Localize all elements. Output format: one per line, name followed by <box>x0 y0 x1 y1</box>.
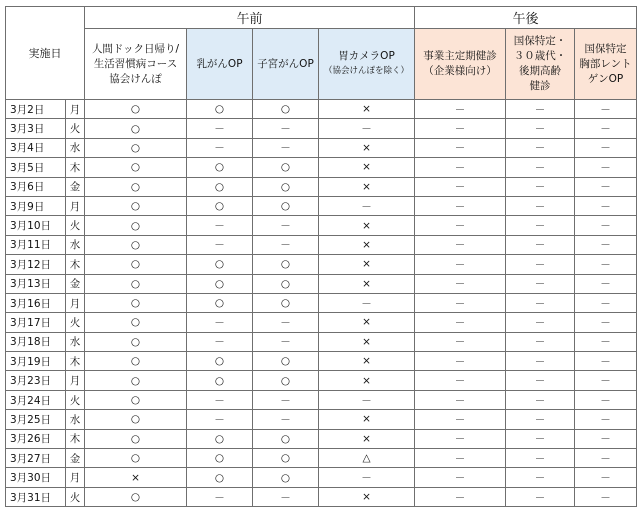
availability-cell: － <box>415 235 506 254</box>
availability-cell: － <box>415 371 506 390</box>
availability-cell: ○ <box>253 274 319 293</box>
availability-cell: × <box>319 429 415 448</box>
table-row <box>6 293 637 312</box>
availability-cell: － <box>253 313 319 332</box>
availability-cell: － <box>187 235 253 254</box>
availability-cell: × <box>319 410 415 429</box>
table-row <box>6 332 637 351</box>
table-row <box>6 216 637 235</box>
availability-cell: ○ <box>85 332 187 351</box>
availability-cell: － <box>575 429 637 448</box>
availability-cell: － <box>506 138 575 157</box>
column-header-line: 子宮がんOP <box>257 57 314 70</box>
availability-cell: ○ <box>187 352 253 371</box>
availability-cell: ○ <box>85 293 187 312</box>
availability-cell: － <box>415 352 506 371</box>
availability-cell: ○ <box>85 216 187 235</box>
column-header-line: ３０歳代・ <box>513 50 567 62</box>
availability-cell: × <box>319 235 415 254</box>
column-header-line: 生活習慣病コース <box>93 57 178 70</box>
availability-cell: ○ <box>253 293 319 312</box>
availability-cell: － <box>415 196 506 215</box>
weekday-cell: 月 <box>66 468 85 487</box>
availability-cell: － <box>506 449 575 468</box>
availability-cell: － <box>506 293 575 312</box>
availability-cell: － <box>575 100 637 119</box>
schedule-table <box>5 6 637 507</box>
date-cell: 3月13日 <box>6 274 66 293</box>
availability-cell: × <box>85 468 187 487</box>
availability-cell: － <box>506 255 575 274</box>
table-row <box>6 390 637 409</box>
availability-cell: ○ <box>85 410 187 429</box>
date-cell: 3月11日 <box>6 235 66 254</box>
availability-cell: － <box>319 468 415 487</box>
availability-cell: ○ <box>253 196 319 215</box>
availability-cell: ○ <box>253 158 319 177</box>
availability-cell: － <box>415 274 506 293</box>
table-row <box>6 352 637 371</box>
availability-cell: － <box>506 216 575 235</box>
column-header-1 <box>85 29 187 100</box>
availability-cell: － <box>253 216 319 235</box>
date-cell: 3月24日 <box>6 390 66 409</box>
availability-cell: － <box>415 293 506 312</box>
availability-cell: ○ <box>253 352 319 371</box>
availability-cell: － <box>575 371 637 390</box>
availability-cell: － <box>415 138 506 157</box>
availability-cell: － <box>187 332 253 351</box>
availability-cell: ○ <box>253 177 319 196</box>
availability-cell: × <box>319 352 415 371</box>
table-row <box>6 449 637 468</box>
table-row <box>6 255 637 274</box>
availability-cell: － <box>319 293 415 312</box>
column-header-5 <box>415 29 506 100</box>
availability-cell: － <box>506 158 575 177</box>
table-row <box>6 487 637 506</box>
date-cell: 3月2日 <box>6 100 66 119</box>
weekday-cell: 月 <box>66 100 85 119</box>
availability-cell: － <box>575 235 637 254</box>
weekday-cell: 月 <box>66 371 85 390</box>
availability-cell: － <box>319 390 415 409</box>
availability-cell: － <box>506 313 575 332</box>
availability-cell: － <box>506 100 575 119</box>
column-header-line: 協会けんぽ <box>109 72 162 85</box>
availability-cell: － <box>575 313 637 332</box>
availability-cell: － <box>253 235 319 254</box>
availability-cell: － <box>415 255 506 274</box>
table-row <box>6 371 637 390</box>
table-row <box>6 410 637 429</box>
weekday-cell: 金 <box>66 274 85 293</box>
column-header-line: 乳がんOP <box>196 57 243 70</box>
availability-cell: － <box>415 158 506 177</box>
availability-cell: ○ <box>187 177 253 196</box>
availability-cell: － <box>575 352 637 371</box>
column-header-3 <box>253 29 319 100</box>
column-header-line: 胃カメラOP <box>338 50 395 62</box>
weekday-cell: 木 <box>66 429 85 448</box>
availability-cell: － <box>575 410 637 429</box>
availability-cell: － <box>415 100 506 119</box>
column-header-line: 胸部レント <box>579 57 632 70</box>
availability-cell: － <box>575 332 637 351</box>
date-cell: 3月25日 <box>6 410 66 429</box>
availability-cell: － <box>319 196 415 215</box>
availability-cell: － <box>415 313 506 332</box>
column-header-line: 健診 <box>529 80 551 92</box>
availability-cell: × <box>319 216 415 235</box>
column-header-line: （協会けんぽを除く） <box>323 66 409 76</box>
availability-cell: － <box>575 468 637 487</box>
weekday-cell: 月 <box>66 293 85 312</box>
column-header-4 <box>319 29 415 100</box>
weekday-cell: 火 <box>66 390 85 409</box>
availability-cell: － <box>187 138 253 157</box>
table-row <box>6 274 637 293</box>
availability-cell: ○ <box>187 100 253 119</box>
weekday-cell: 水 <box>66 235 85 254</box>
column-header-7 <box>575 29 637 100</box>
availability-cell: － <box>415 468 506 487</box>
column-header-line: 後期高齢 <box>519 65 561 77</box>
weekday-cell: 木 <box>66 158 85 177</box>
date-cell: 3月23日 <box>6 371 66 390</box>
availability-cell: － <box>187 410 253 429</box>
availability-cell: × <box>319 332 415 351</box>
availability-cell: ○ <box>85 177 187 196</box>
availability-cell: － <box>253 138 319 157</box>
availability-cell: － <box>575 390 637 409</box>
date-cell: 3月6日 <box>6 177 66 196</box>
availability-cell: － <box>575 293 637 312</box>
availability-cell: － <box>575 255 637 274</box>
availability-cell: ○ <box>85 274 187 293</box>
column-header-line: 人間ドック日帰り/ <box>91 42 180 55</box>
availability-cell: － <box>506 332 575 351</box>
table-row <box>6 119 637 138</box>
availability-cell: － <box>575 138 637 157</box>
availability-cell: － <box>187 216 253 235</box>
column-header-line: 国保特定 <box>584 42 627 55</box>
date-cell: 3月3日 <box>6 119 66 138</box>
availability-cell: － <box>575 196 637 215</box>
weekday-cell: 火 <box>66 487 85 506</box>
date-cell: 3月17日 <box>6 313 66 332</box>
availability-cell: － <box>187 487 253 506</box>
availability-cell: － <box>253 487 319 506</box>
availability-cell: － <box>415 429 506 448</box>
column-header-line: （企業様向け） <box>423 65 497 77</box>
availability-cell: － <box>187 119 253 138</box>
availability-cell: － <box>575 449 637 468</box>
availability-cell: ○ <box>187 468 253 487</box>
weekday-cell: 木 <box>66 352 85 371</box>
availability-cell: － <box>575 487 637 506</box>
availability-cell: ○ <box>85 390 187 409</box>
availability-cell: － <box>575 274 637 293</box>
availability-cell: － <box>575 119 637 138</box>
availability-cell: ○ <box>187 293 253 312</box>
availability-cell: ○ <box>187 371 253 390</box>
availability-cell: － <box>253 410 319 429</box>
availability-cell: － <box>415 449 506 468</box>
availability-cell: － <box>319 119 415 138</box>
column-header-6 <box>506 29 575 100</box>
availability-cell: × <box>319 255 415 274</box>
table-row <box>6 313 637 332</box>
date-cell: 3月10日 <box>6 216 66 235</box>
column-header-2 <box>187 29 253 100</box>
weekday-cell: 水 <box>66 410 85 429</box>
morning-group-header: 午前 <box>85 7 415 29</box>
date-cell: 3月26日 <box>6 429 66 448</box>
weekday-cell: 木 <box>66 255 85 274</box>
table-row <box>6 100 637 119</box>
availability-cell: × <box>319 177 415 196</box>
availability-cell: ○ <box>187 429 253 448</box>
column-header-line: 事業主定期健診 <box>423 50 497 62</box>
availability-cell: △ <box>319 449 415 468</box>
availability-cell: ○ <box>85 313 187 332</box>
availability-cell: － <box>187 313 253 332</box>
availability-cell: ○ <box>253 468 319 487</box>
availability-cell: － <box>415 332 506 351</box>
availability-cell: ○ <box>85 100 187 119</box>
table-row <box>6 158 637 177</box>
availability-cell: × <box>319 313 415 332</box>
table-row <box>6 429 637 448</box>
availability-cell: × <box>319 138 415 157</box>
date-cell: 3月12日 <box>6 255 66 274</box>
availability-cell: － <box>506 390 575 409</box>
availability-cell: ○ <box>253 429 319 448</box>
availability-cell: － <box>506 177 575 196</box>
availability-cell: － <box>253 390 319 409</box>
availability-cell: － <box>415 487 506 506</box>
availability-cell: － <box>253 332 319 351</box>
weekday-cell: 月 <box>66 196 85 215</box>
date-cell: 3月30日 <box>6 468 66 487</box>
table-row <box>6 468 637 487</box>
date-cell: 3月19日 <box>6 352 66 371</box>
availability-cell: × <box>319 274 415 293</box>
availability-cell: － <box>415 177 506 196</box>
availability-cell: － <box>506 410 575 429</box>
table-row <box>6 196 637 215</box>
weekday-cell: 水 <box>66 138 85 157</box>
date-cell: 3月31日 <box>6 487 66 506</box>
weekday-cell: 金 <box>66 177 85 196</box>
table-row <box>6 138 637 157</box>
availability-cell: ○ <box>253 449 319 468</box>
availability-cell: ○ <box>187 158 253 177</box>
availability-cell: ○ <box>187 274 253 293</box>
availability-cell: ○ <box>85 371 187 390</box>
availability-cell: － <box>506 119 575 138</box>
availability-cell: × <box>319 100 415 119</box>
availability-cell: － <box>506 487 575 506</box>
availability-cell: － <box>506 429 575 448</box>
availability-cell: － <box>415 390 506 409</box>
availability-cell: － <box>575 158 637 177</box>
availability-cell: － <box>415 119 506 138</box>
weekday-cell: 金 <box>66 449 85 468</box>
table-row <box>6 177 637 196</box>
availability-cell: － <box>415 216 506 235</box>
availability-cell: ○ <box>85 255 187 274</box>
availability-cell: － <box>415 410 506 429</box>
availability-cell: ○ <box>187 255 253 274</box>
availability-cell: ○ <box>85 196 187 215</box>
afternoon-group-header: 午後 <box>415 7 637 29</box>
availability-cell: － <box>506 468 575 487</box>
availability-cell: － <box>506 274 575 293</box>
availability-cell: ○ <box>85 352 187 371</box>
availability-cell: ○ <box>85 487 187 506</box>
weekday-cell: 水 <box>66 332 85 351</box>
date-cell: 3月18日 <box>6 332 66 351</box>
availability-cell: － <box>575 177 637 196</box>
availability-cell: － <box>506 235 575 254</box>
availability-cell: ○ <box>187 449 253 468</box>
availability-cell: ○ <box>253 100 319 119</box>
availability-cell: － <box>506 352 575 371</box>
availability-cell: ○ <box>253 371 319 390</box>
date-column-header: 実施日 <box>6 7 85 100</box>
availability-cell: ○ <box>85 449 187 468</box>
date-cell: 3月16日 <box>6 293 66 312</box>
availability-cell: ○ <box>85 119 187 138</box>
availability-cell: － <box>506 196 575 215</box>
weekday-cell: 火 <box>66 119 85 138</box>
availability-cell: ○ <box>187 196 253 215</box>
date-cell: 3月4日 <box>6 138 66 157</box>
availability-cell: ○ <box>85 235 187 254</box>
availability-cell: － <box>575 216 637 235</box>
availability-cell: × <box>319 371 415 390</box>
availability-cell: － <box>506 371 575 390</box>
weekday-cell: 火 <box>66 216 85 235</box>
date-cell: 3月9日 <box>6 196 66 215</box>
weekday-cell: 火 <box>66 313 85 332</box>
availability-cell: ○ <box>253 255 319 274</box>
table-row <box>6 235 637 254</box>
availability-cell: ○ <box>85 158 187 177</box>
availability-cell: ○ <box>85 429 187 448</box>
availability-cell: × <box>319 158 415 177</box>
availability-cell: ○ <box>85 138 187 157</box>
availability-cell: － <box>253 119 319 138</box>
date-cell: 3月5日 <box>6 158 66 177</box>
availability-cell: × <box>319 487 415 506</box>
availability-cell: － <box>187 390 253 409</box>
date-cell: 3月27日 <box>6 449 66 468</box>
column-header-line: 国保特定・ <box>513 35 567 47</box>
column-header-line: ゲンOP <box>587 72 624 85</box>
